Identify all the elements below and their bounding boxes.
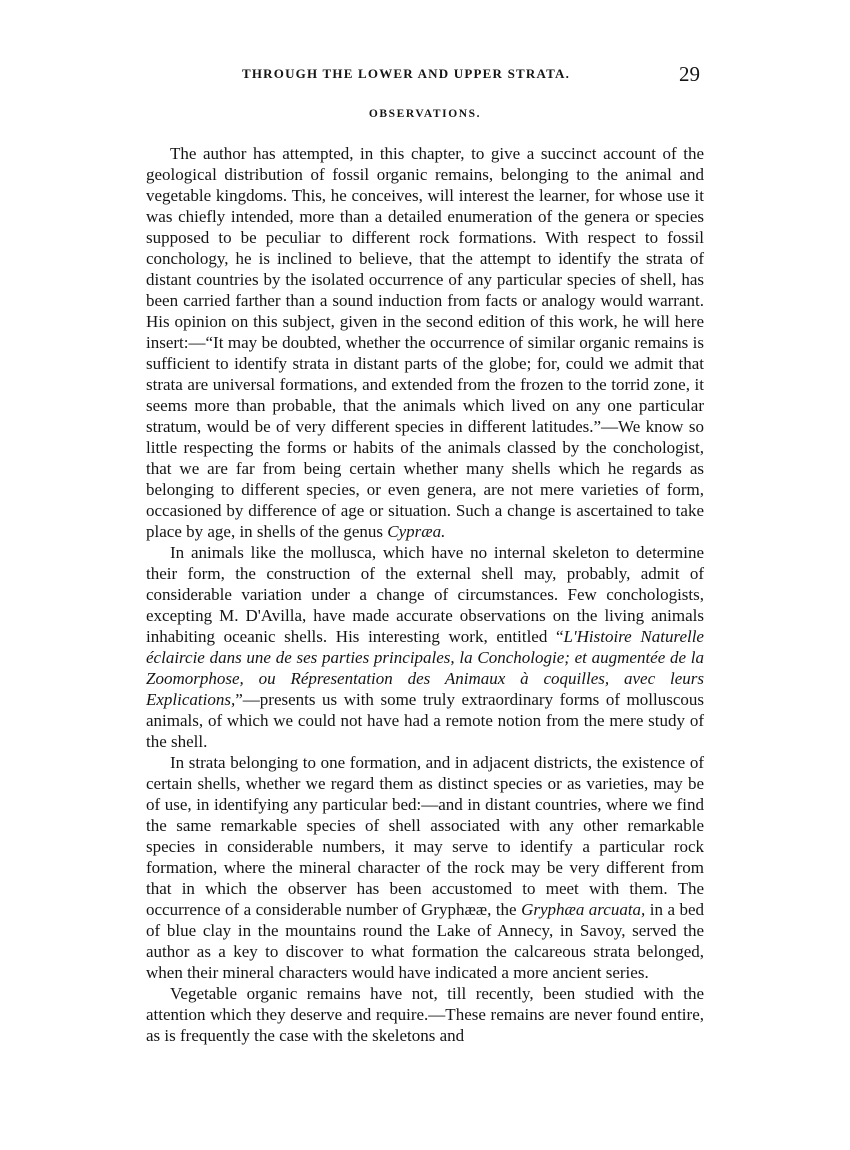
paragraph-text: In strata belonging to one formation, and in adjacent districts, the existence of certain shells, whether we regard them as distinct species or as varieties, may be of use, in identifying any particular bed:—and in distant countries, where we find the same remarkable species of shell associated with any other remarkable species in considerable numbers, it may serve to identify a particular rock formation, where the mineral character of the rock may be very different from that in which the observer has been accustomed to meet with them. The occurrence of a considerable number of Gryphææ, the xyxy=(146,753,704,919)
paragraph xyxy=(146,752,704,983)
paragraph xyxy=(146,983,704,1046)
italic-text: L'Histoire Naturelle éclaircie dans une de ses parties principales, la Conchologie; et augmentée de la Zoomorphose, ou Répresentation des Animaux à coquilles, avec leurs Explications, xyxy=(146,627,704,709)
running-title: THROUGH THE LOWER AND UPPER STRATA. xyxy=(242,66,571,81)
section-heading: OBSERVATIONS. xyxy=(368,108,482,120)
paragraph xyxy=(146,143,704,542)
paragraph-text: Vegetable organic remains have not, till recently, been studied with the attention which they deserve and require.—These remains are never found entire, as is frequently the case with the skeletons and xyxy=(146,984,704,1045)
italic-text: Cypræa. xyxy=(387,522,446,541)
running-head xyxy=(146,62,700,88)
paragraph-text: in a bed of blue clay in the mountains round the Lake of Annecy, in Savoy, served the author as a key to discover to what formation the calcareous strata belonged, when their mineral characters would have indicated a more ancient series. xyxy=(146,900,705,982)
italic-text: Gryphæa arcuata, xyxy=(521,900,646,919)
body-text xyxy=(146,143,704,1046)
paragraph-text: The author has attempted, in this chapter, to give a succinct account of the geological distribution of fossil organic remains, belonging to the animal and vegetable kingdoms. This, he conceives, will interest the learner, for whose use it was chiefly intended, more than a detailed enumeration of the genera or species supposed to be peculiar to different rock formations. With respect to fossil conchology, he is inclined to believe, that the attempt to identify the strata of distant countries by the isolated occurrence of any particular species of shell, has been carried farther than a sound induction from facts or analogy would warrant. His opinion on this subject, given in the second edition of this work, he will here insert:—“It may be doubted, whether the occurrence of similar organic remains is sufficient to identify strata in distant parts of the globe; for, could we admit that strata are universal formations, and extended from the frozen to the torrid zone, it seems more than probable, that the animals which lived on any one particular stratum, would be of very different species in different latitudes.”—We know so little respecting the forms or habits of the animals classed by the conchologist, that we are far from being certain whether many shells which he regards as belonging to different species, or even genera, are not mere varieties of form, occasioned by difference of age or situation. Such a change is ascertained to take place by age, in shells of the genus xyxy=(146,144,704,541)
paragraph-text: In animals like the mollusca, which have no internal skeleton to determine their form, the construction of the external shell may, probably, admit of considerable variation under a change of circumstances. Few conchologists, excepting M. D'Avilla, have made accurate observations on the living animals inhabiting oceanic shells. His interesting work, entitled “ xyxy=(146,543,704,646)
page-number: 29 xyxy=(679,62,700,86)
paragraph xyxy=(146,542,704,752)
paragraph-text: ”—presents us with some truly extraordinary forms of molluscous animals, of which we could not have had a remote notion from the mere study of the shell. xyxy=(146,690,704,751)
